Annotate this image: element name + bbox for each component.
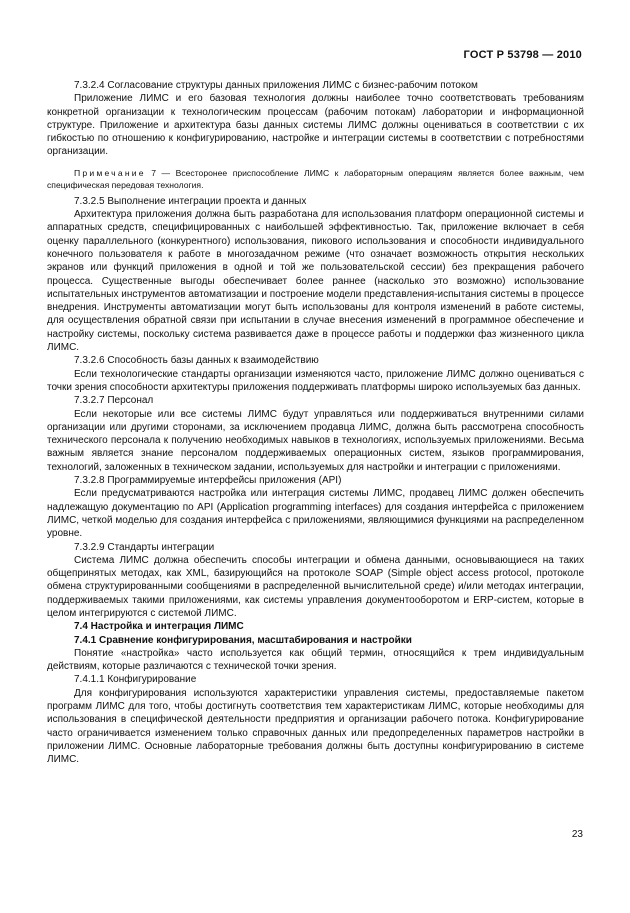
- section-7-4-1-1-title: 7.4.1.1 Конфигурирование: [74, 674, 197, 686]
- note-text: 7 — Всесторонее приспособление ЛИМС к лабораторным операциям является более важным, чем специфическая передовая технология.: [47, 167, 584, 190]
- note-7: [47, 167, 584, 191]
- section-7-4-1-paragraph: Понятие «настройка» часто используется как общий термин, относящийся к трем индивидуальным действиям, которые различаются с технической точки зрения.: [47, 647, 584, 673]
- section-7-3-2-6-paragraph: Если технологические стандарты организации изменяются часто, приложение ЛИМС должно оцениваться с точки зрения способности архитектуры приложения поддерживать платформы широко используемых баз данных.: [47, 368, 584, 393]
- page-number: 23: [571, 829, 583, 840]
- section-7-3-2-7-paragraph: Если некоторые или все системы ЛИМС будут управляться или поддерживаться внутренними силами организации или другими сторонами, за исключением продавца ЛИМС, должна быть рассмотрена способность технического персонала к получению необходимых навыков в технологиях, используемых приложениями. Весьма важным является знание персоналом поддерживаемых операционных систем, языков программирования, технологий, заложенных в техническом задании, используемых для настройки и интеграции с приложениями.: [47, 408, 584, 473]
- document-header: ГОСТ Р 53798 — 2010: [463, 49, 582, 61]
- note-label: Примечание: [74, 167, 146, 178]
- section-7-3-2-4-title: 7.3.2.4 Согласование структуры данных приложения ЛИМС с бизнес-рабочим потоком: [74, 80, 478, 91]
- section-7-3-2-8-paragraph: Если предусматриваются настройка или интеграция системы ЛИМС, продавец ЛИМС должен обеспечить надлежащую документацию по API (Application programming interfaces) для создания интерфейса с приложением ЛИМС, четкой моделью для создания интерфейса с приложениями, являющимися функциями на распределенном уровне.: [47, 488, 584, 540]
- section-7-4-1-title: 7.4.1 Сравнение конфигурирования, масштабирования и настройки: [74, 634, 412, 646]
- section-7-3-2-6-title: 7.3.2.6 Способность базы данных к взаимодействию: [74, 355, 319, 367]
- section-7-3-2-5-paragraph: Архитектура приложения должна быть разработана для использования платформ операционной системы и аппаратных средств, специфицированных с наибольшей эффективностью. Так, приложение включает в себя оценку параллельного (конкурентного) использования, пикового использования и способности индивидуального конечного пользователя к работе в многозадачном режиме (что означает возможность открытия нескольких экранов или функций приложения в одной и той же пользовательской сессии) без прекращения рабочего процесса. Существенные выгоды обеспечивает более раннее (насколько это возможно) использование испытательных инструментов автоматизации и построение модели представления-испытания системы в процессе внедрения. Инструменты автоматизации могут быть использованы для контроля изменений в работе системы, для осуществления обратной связи при испытании в случае внесения изменений в программное обеспечение и настройку системы, поскольку система развивается даже в процессе работы и поддержки фаз жизненного цикла ЛИМС.: [47, 209, 584, 354]
- section-7-3-2-9-paragraph: Система ЛИМС должна обеспечить способы интеграции и обмена данными, основывающиеся на таких общепринятых методах, как XML, базирующийся на протоколе SOAP (Simple object access protocol, протоколе обмена структурированными сообщениями в распределенной вычислительной среде) и/или методах интеграции, поддерживаемых такими приложениями, как системы управления документооборотом и ERP-систем, которые в целом интегрируются с системой ЛИМС.: [47, 554, 584, 619]
- section-7-4-title: 7.4 Настройка и интеграция ЛИМС: [74, 621, 244, 633]
- section-7-3-2-5-title: 7.3.2.5 Выполнение интеграции проекта и данных: [74, 195, 307, 207]
- section-7-3-2-7-title: 7.3.2.7 Персонал: [74, 395, 154, 407]
- section-7-3-2-8-title: 7.3.2.8 Программируемые интерфейсы приложения (API): [74, 475, 342, 487]
- document-body: [47, 79, 584, 767]
- section-7-3-2-9-title: 7.3.2.9 Стандарты интеграции: [74, 541, 215, 553]
- section-7-3-2-4-paragraph: Приложение ЛИМС и его базовая технология должны наиболее точно соответствовать требованиям конкретной организации к технологическим процессам (рабочим потокам) лаборатории и информационной структуре. Приложение и архитектура базы данных системы ЛИМС должны оцениваться в соответствии с их гибкостью по отношению к конфигурированию, настройке и интеграции системы в соответствии с потребностями организации.: [47, 93, 584, 158]
- section-7-4-1-1-paragraph: Для конфигурирования используются характеристики управления системы, предоставляемые пакетом программ ЛИМС для того, чтобы достигнуть соответствия тем характеристикам ЛИМС, которые необходимы для использования в специфической деятельности предприятия и организации рабочего потока. Конфигурирование часто ограничивается изменением только справочных данных или предопределенных параметров настройки в приложении ЛИМС. Основные лабораторные требования должны быть доступны конфигурированию в системе ЛИМС.: [47, 687, 584, 766]
